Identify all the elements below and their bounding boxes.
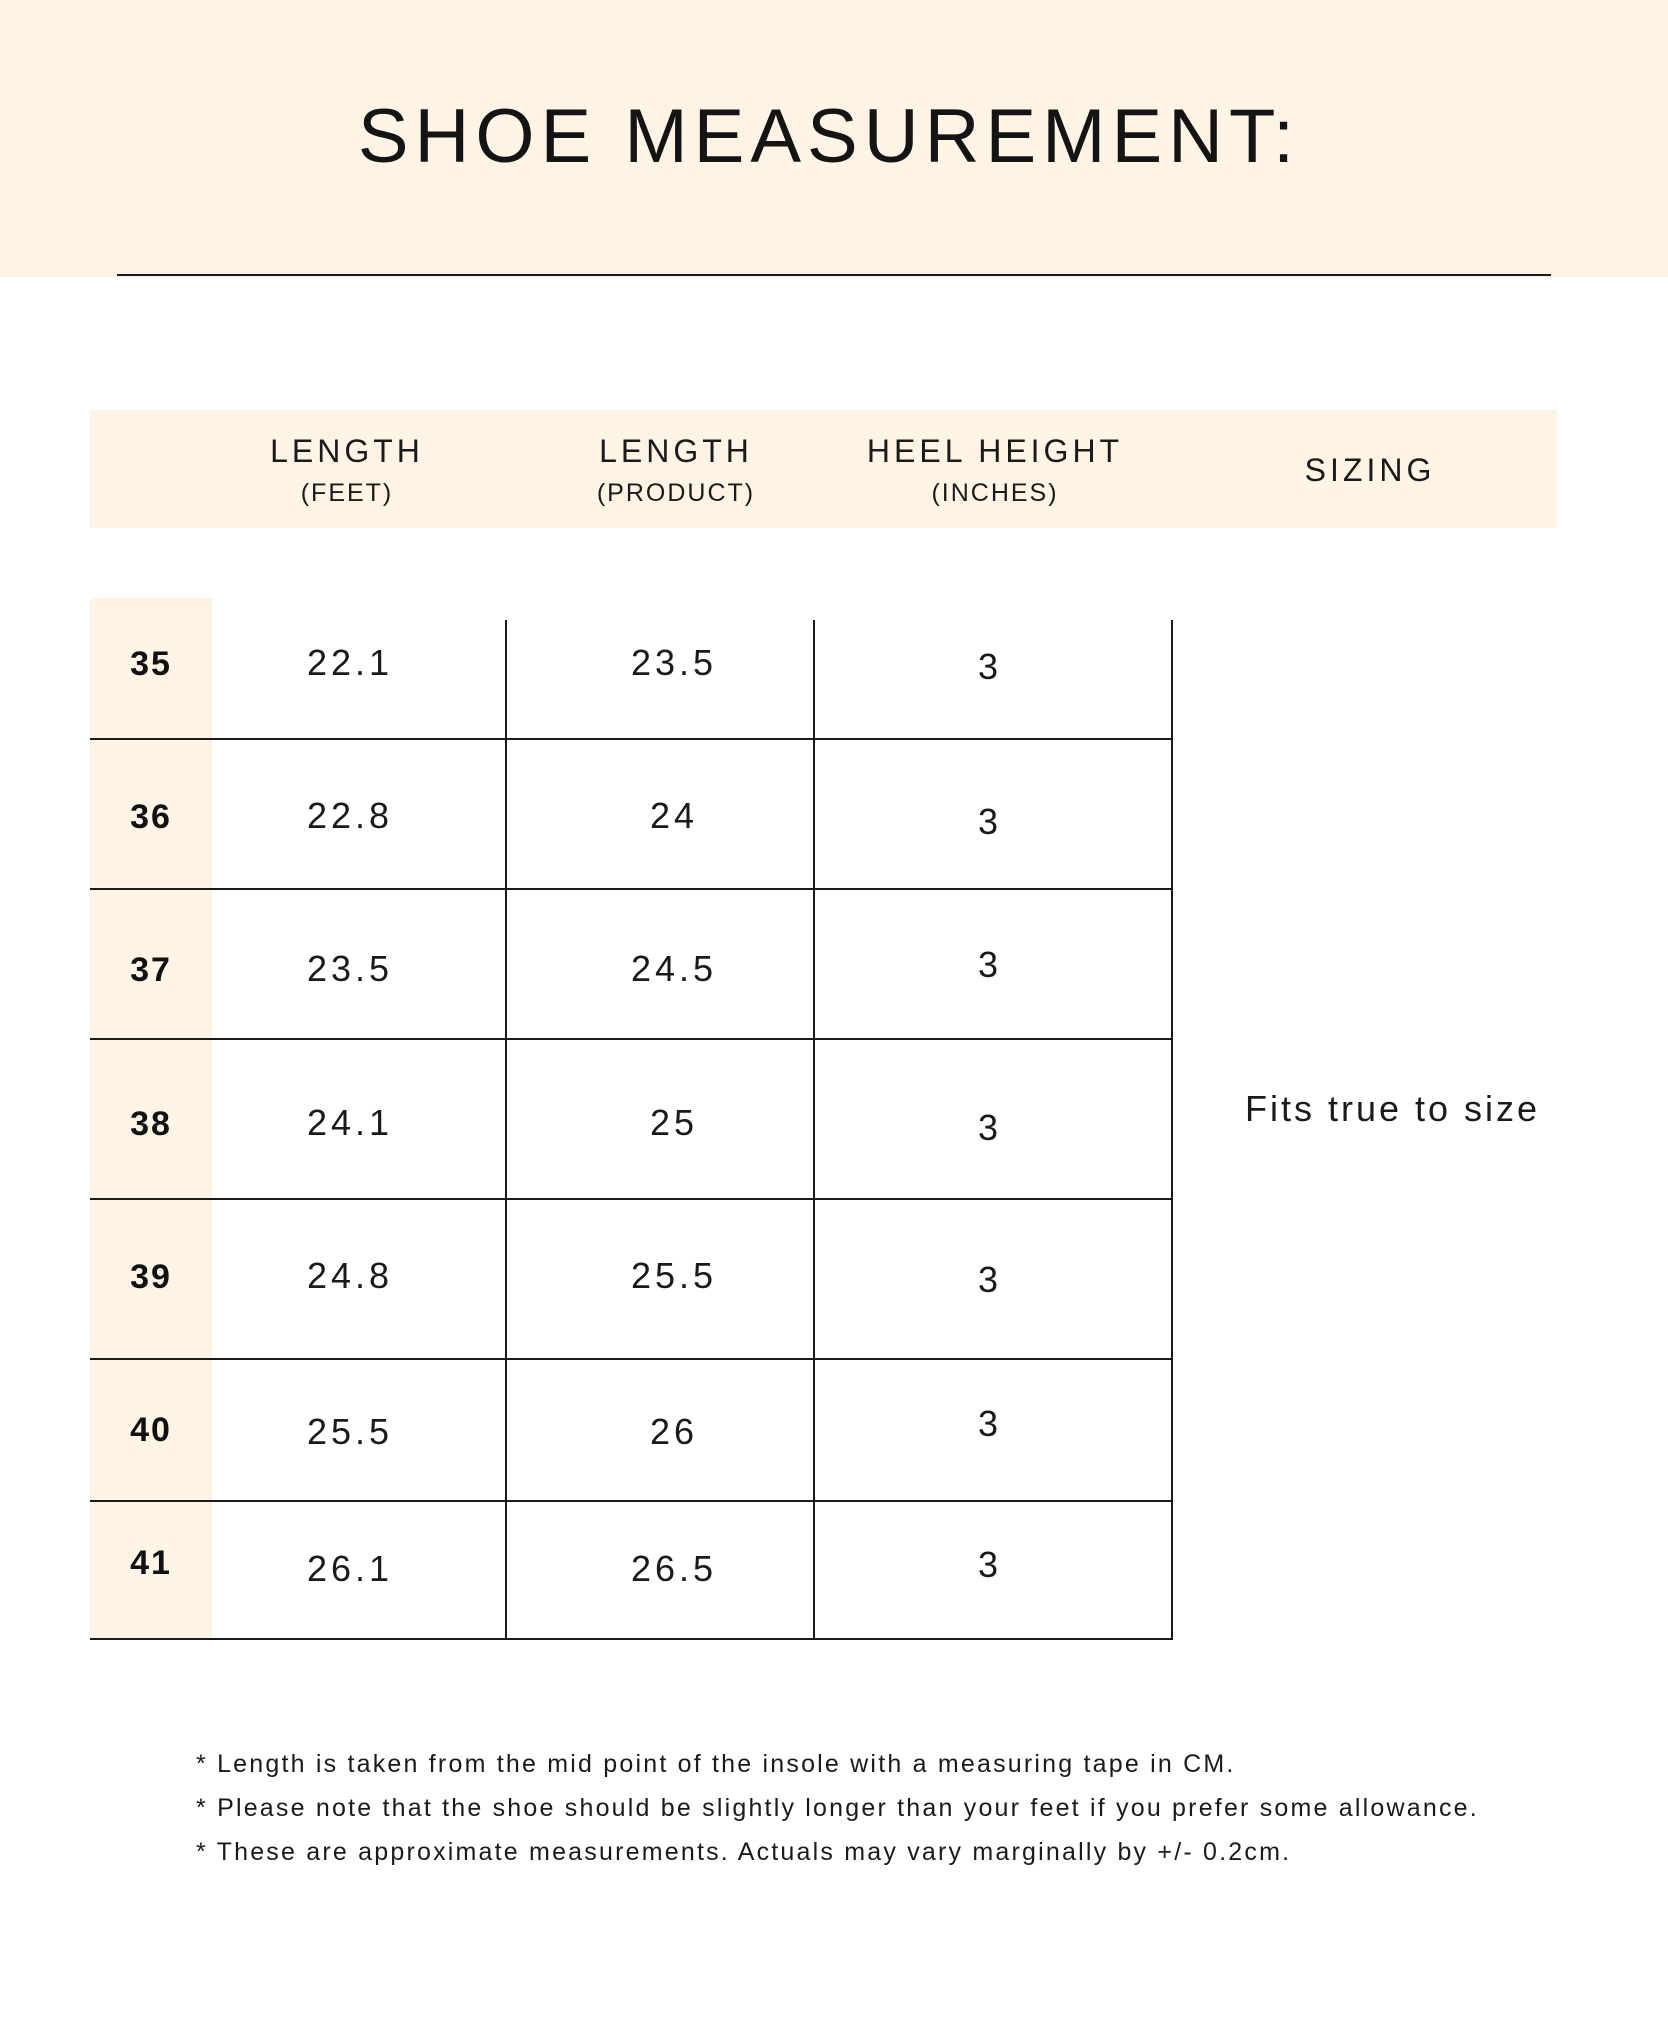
length-product-value: 26.5 xyxy=(630,1548,718,1589)
grid-line xyxy=(90,1358,1173,1360)
sizing-note: Fits true to size xyxy=(1245,1088,1541,1129)
length-feet-value: 24.8 xyxy=(306,1255,394,1296)
length-product-value: 25 xyxy=(649,1102,699,1143)
header-label: LENGTH xyxy=(270,433,424,469)
heel-height-value: 3 xyxy=(977,1259,1003,1300)
header-label: SIZING xyxy=(1304,452,1436,488)
footnote: * These are approximate measurements. Actuals may vary marginally by +/- 0.2cm. xyxy=(196,1838,1292,1866)
size-label: 39 xyxy=(130,1258,172,1296)
grid-line xyxy=(1171,620,1173,1640)
header-label: HEEL HEIGHT xyxy=(866,433,1124,469)
heel-height-value: 3 xyxy=(977,1107,1003,1148)
grid-line xyxy=(90,1198,1173,1200)
header-sublabel: (PRODUCT) xyxy=(596,479,756,507)
size-label: 40 xyxy=(130,1411,172,1449)
size-label: 41 xyxy=(130,1544,172,1582)
grid-line xyxy=(90,888,1173,890)
grid-line xyxy=(90,1638,1173,1640)
header-length-feet xyxy=(247,432,447,510)
grid-line xyxy=(90,1500,1173,1502)
grid-line xyxy=(90,1038,1173,1040)
length-product-value: 23.5 xyxy=(630,642,718,683)
title-divider xyxy=(117,274,1551,276)
length-product-value: 24 xyxy=(649,795,699,836)
size-label: 35 xyxy=(130,645,172,683)
size-label: 37 xyxy=(130,951,172,989)
footnotes xyxy=(196,1742,1479,1874)
header-sublabel: (INCHES) xyxy=(931,479,1059,507)
grid-line xyxy=(813,620,815,1640)
length-feet-value: 22.1 xyxy=(306,642,394,683)
header-sublabel: (FEET) xyxy=(300,479,394,507)
length-feet-value: 25.5 xyxy=(306,1411,394,1452)
header-heel-height xyxy=(860,432,1130,510)
header-label: LENGTH xyxy=(599,433,753,469)
length-feet-value: 23.5 xyxy=(306,948,394,989)
heel-height-value: 3 xyxy=(977,646,1003,687)
footnote: * Length is taken from the mid point of the insole with a measuring tape in CM. xyxy=(196,1750,1236,1778)
heel-height-value: 3 xyxy=(977,944,1003,985)
header-sizing xyxy=(1270,451,1470,489)
size-label: 36 xyxy=(130,798,172,836)
length-feet-value: 22.8 xyxy=(306,795,394,836)
heel-height-value: 3 xyxy=(977,801,1003,842)
length-feet-value: 24.1 xyxy=(306,1102,394,1143)
grid-line xyxy=(505,620,507,1640)
page-title: SHOE MEASUREMENT: xyxy=(357,94,1301,179)
grid-line xyxy=(90,738,1173,740)
size-label: 38 xyxy=(130,1105,172,1143)
length-product-value: 24.5 xyxy=(630,948,718,989)
heel-height-value: 3 xyxy=(977,1403,1003,1444)
length-feet-value: 26.1 xyxy=(306,1548,394,1589)
length-product-value: 25.5 xyxy=(630,1255,718,1296)
heel-height-value: 3 xyxy=(977,1544,1003,1585)
length-product-value: 26 xyxy=(649,1411,699,1452)
footnote: * Please note that the shoe should be slightly longer than your feet if you prefer some allowance. xyxy=(196,1794,1479,1822)
header-length-product xyxy=(576,432,776,510)
